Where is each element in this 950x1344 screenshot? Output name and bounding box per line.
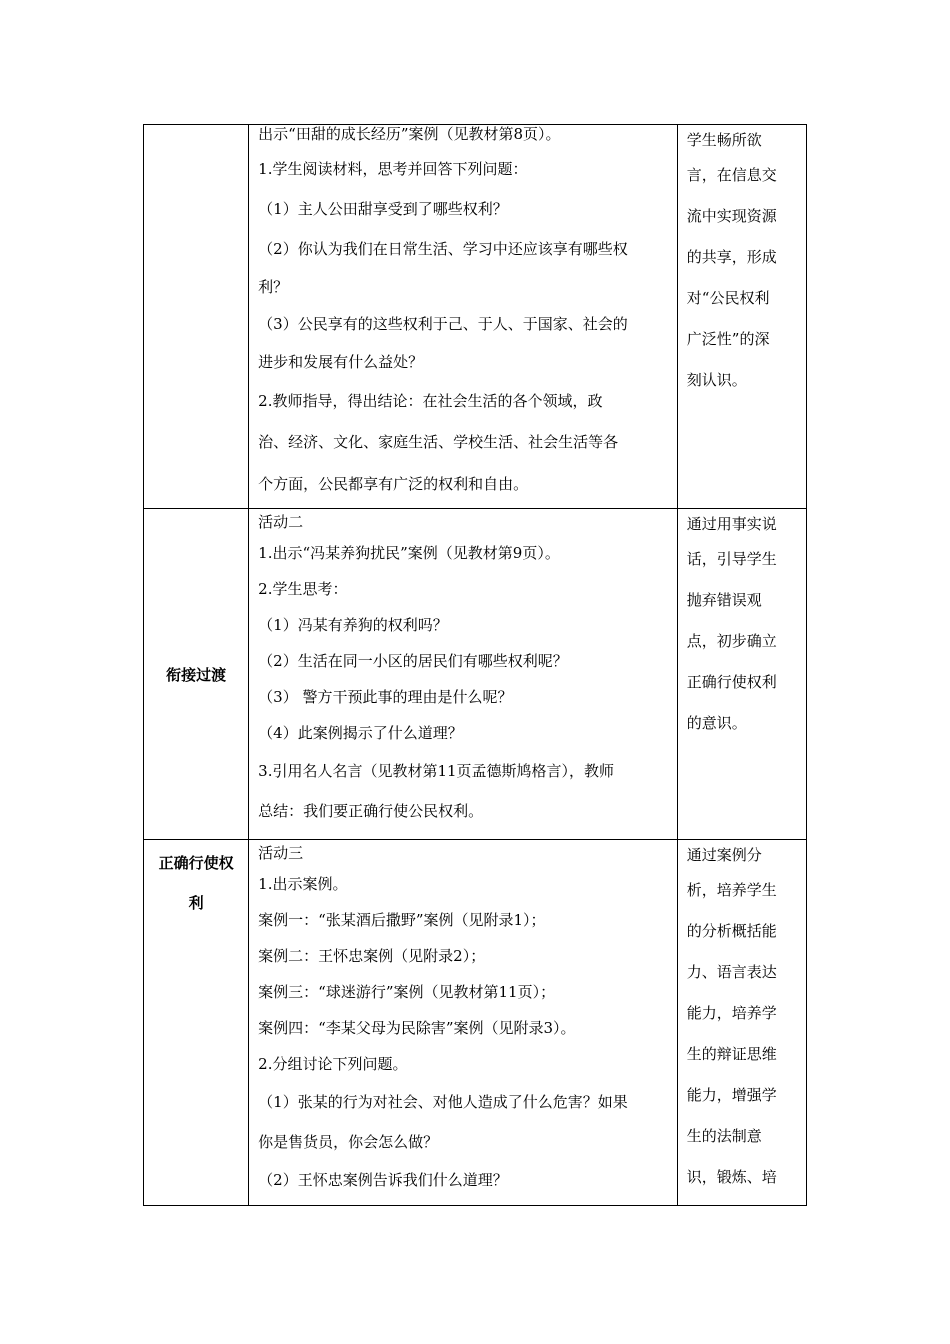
note-line: 的分析概括能 xyxy=(686,922,777,940)
content-line: 2.分组讨论下列问题。 xyxy=(258,1055,408,1073)
note-line: 生的法制意 xyxy=(686,1127,762,1145)
content-line: 个方面，公民都享有广泛的权利和自由。 xyxy=(258,475,529,493)
content-cell xyxy=(249,509,678,840)
content-line: 案例三：“球迷游行”案例（见教材第11页）； xyxy=(258,983,556,1001)
note-line: 通过案例分 xyxy=(686,846,762,864)
note-line: 能力，增强学 xyxy=(686,1086,777,1104)
row-label-cell xyxy=(144,509,249,840)
content-line: 活动三 xyxy=(258,844,304,862)
row-label: 利 xyxy=(188,894,204,912)
note-line: 通过用事实说 xyxy=(686,515,777,533)
note-line: 能力，培养学 xyxy=(686,1004,777,1022)
lesson-plan-table xyxy=(143,124,807,1206)
row-label: 正确行使权 xyxy=(158,854,234,872)
content-line: 2.学生思考： xyxy=(258,580,348,598)
content-line: 利？ xyxy=(258,278,289,296)
note-line: 抛弃错误观 xyxy=(686,591,762,609)
content-line: 治、经济、文化、家庭生活、学校生活、社会生活等各 xyxy=(258,433,619,451)
content-line: （3）公民享有的这些权利于己、于人、于国家、社会的 xyxy=(258,315,628,333)
note-cell xyxy=(677,509,806,840)
note-line: 言，在信息交 xyxy=(686,166,777,184)
content-cell xyxy=(249,840,678,1206)
note-line: 力、语言表达 xyxy=(686,963,777,981)
table-row xyxy=(144,840,807,1206)
note-line: 流中实现资源 xyxy=(686,207,777,225)
content-line: （2）你认为我们在日常生活、学习中还应该享有哪些权 xyxy=(258,240,628,258)
note-line: 广泛性”的深 xyxy=(686,330,770,348)
content-line: 案例一：“张某酒后撒野”案例（见附录1）； xyxy=(258,911,546,929)
table-row xyxy=(144,125,807,509)
row-label: 衔接过渡 xyxy=(166,665,227,684)
note-line: 学生畅所欲 xyxy=(686,131,762,149)
row-label-cell xyxy=(144,840,249,1206)
note-cell xyxy=(677,840,806,1206)
note-line: 话，引导学生 xyxy=(686,550,777,568)
content-line: 案例二：王怀忠案例（见附录2）； xyxy=(258,947,486,965)
content-line: 1.出示“冯某养狗扰民”案例（见教材第9页）。 xyxy=(258,544,560,562)
content-line: （3） 警方干预此事的理由是什么呢？ xyxy=(258,688,513,706)
note-cell xyxy=(677,125,806,509)
content-line: （2）生活在同一小区的居民们有哪些权利呢？ xyxy=(258,652,568,670)
note-line: 对“公民权利 xyxy=(686,289,770,307)
note-line: 刻认识。 xyxy=(686,371,747,389)
content-line: （4）此案例揭示了什么道理？ xyxy=(258,724,463,742)
content-line: 2.教师指导，得出结论：在社会生活的各个领域，政 xyxy=(258,392,603,410)
content-line: 3.引用名人名言（见教材第11页孟德斯鸠格言），教师 xyxy=(258,762,615,780)
content-line: 你是售货员，你会怎么做？ xyxy=(258,1133,439,1151)
table-row xyxy=(144,509,807,840)
note-line: 的共享，形成 xyxy=(686,248,777,266)
content-line: 出示“田甜的成长经历”案例（见教材第8页）。 xyxy=(258,125,561,143)
content-line: 1.出示案例。 xyxy=(258,875,348,893)
note-line: 识，锻炼、培 xyxy=(686,1168,777,1186)
note-line: 点，初步确立 xyxy=(686,632,777,650)
note-line: 的意识。 xyxy=(686,714,747,732)
content-line: （1）冯某有养狗的权利吗？ xyxy=(258,616,448,634)
content-line: （1）主人公田甜享受到了哪些权利？ xyxy=(258,200,508,218)
note-line: 析，培养学生 xyxy=(686,881,777,899)
row-label-cell xyxy=(144,125,249,509)
content-line: 1.学生阅读材料，思考并回答下列问题： xyxy=(258,160,528,178)
content-line: （2）王怀忠案例告诉我们什么道理？ xyxy=(258,1171,508,1189)
content-cell xyxy=(249,125,678,509)
note-line: 正确行使权利 xyxy=(686,673,777,691)
content-line: （1）张某的行为对社会、对他人造成了什么危害？如果 xyxy=(258,1093,628,1111)
content-line: 案例四：“李某父母为民除害”案例（见附录3）。 xyxy=(258,1019,576,1037)
content-line: 进步和发展有什么益处？ xyxy=(258,353,424,371)
content-line: 活动二 xyxy=(258,513,304,531)
content-line: 总结：我们要正确行使公民权利。 xyxy=(258,802,484,820)
note-line: 生的辩证思维 xyxy=(686,1045,777,1063)
